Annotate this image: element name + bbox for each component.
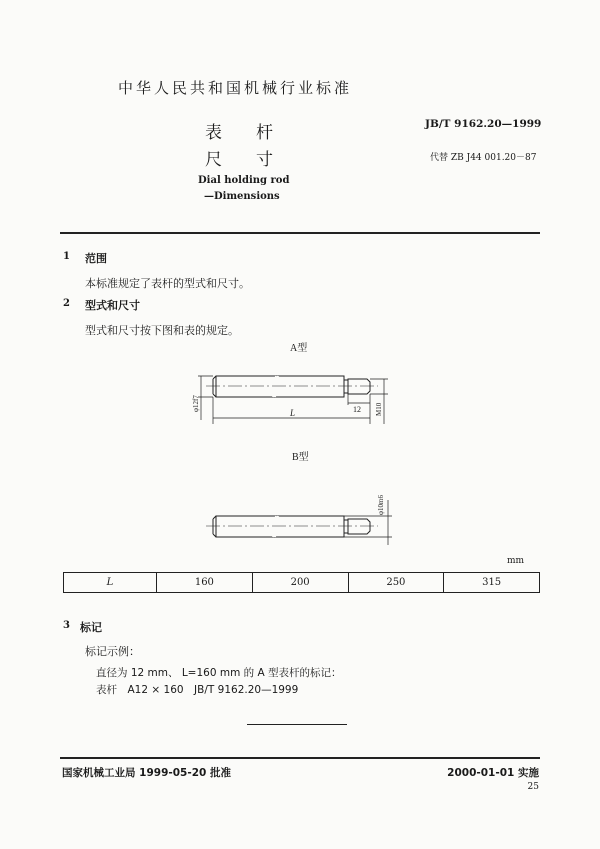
- page-number: 25: [527, 782, 539, 792]
- title-en-line2: —Dimensions: [204, 191, 280, 202]
- table-cell: 200: [252, 573, 348, 593]
- dimensions-table: [63, 572, 540, 593]
- marking-example-description: 直径为 12 mm、 L=160 mm 的 A 型表杆的标记：: [96, 667, 342, 679]
- type-a-thread-length: 12: [353, 405, 361, 414]
- title-cn-line1: 表 杆: [205, 123, 273, 143]
- table-cell: 315: [444, 573, 540, 593]
- section-1-number: 1: [63, 251, 70, 262]
- end-rule: [247, 724, 347, 725]
- type-b-thread: [344, 519, 370, 534]
- type-a-label: A型: [290, 343, 308, 354]
- type-b-diameter: φ10m6: [377, 495, 385, 515]
- standard-number: JB/T 9162.20—1999: [425, 118, 542, 130]
- table-cell: 250: [348, 573, 444, 593]
- section-2-heading: 型式和尺寸: [85, 299, 140, 312]
- section-2-number: 2: [63, 298, 70, 309]
- footer-rule: [60, 757, 540, 759]
- section-1-heading: 范围: [85, 252, 107, 265]
- section-3-number: 3: [63, 620, 70, 631]
- table-row: [64, 573, 540, 593]
- type-a-thread: [344, 379, 370, 394]
- table-unit: mm: [507, 556, 525, 566]
- section-2-body: 型式和尺寸按下图和表的规定。: [85, 324, 239, 337]
- type-a-drawing: [192, 341, 388, 424]
- type-a-thread-size: M10: [375, 402, 383, 416]
- issuer-title: 中华人民共和国机械行业标准: [118, 79, 353, 97]
- type-a-diameter: φ12f7: [192, 395, 200, 412]
- approval-note: 国家机械工业局 1999-05-20 批准: [62, 767, 231, 779]
- section-3-heading: 标记: [80, 621, 102, 634]
- replaces-note: 代替 ZB J44 001.20－87: [430, 153, 537, 163]
- type-b-drawing: [206, 450, 392, 545]
- section-1-body: 本标准规定了表杆的型式和尺寸。: [85, 277, 250, 290]
- type-b-label: B型: [292, 452, 309, 463]
- table-header-cell: L: [64, 573, 157, 593]
- effective-date: 2000-01-01 实施: [447, 767, 539, 779]
- table-cell: 160: [157, 573, 253, 593]
- type-a-length-label: L: [290, 408, 296, 418]
- section-3-subheading: 标记示例：: [85, 645, 140, 658]
- title-en-line1: Dial holding rod: [198, 175, 290, 186]
- marking-example: 表杆 A12 × 160 JB/T 9162.20—1999: [96, 684, 299, 696]
- title-cn-line2: 尺 寸: [205, 150, 273, 170]
